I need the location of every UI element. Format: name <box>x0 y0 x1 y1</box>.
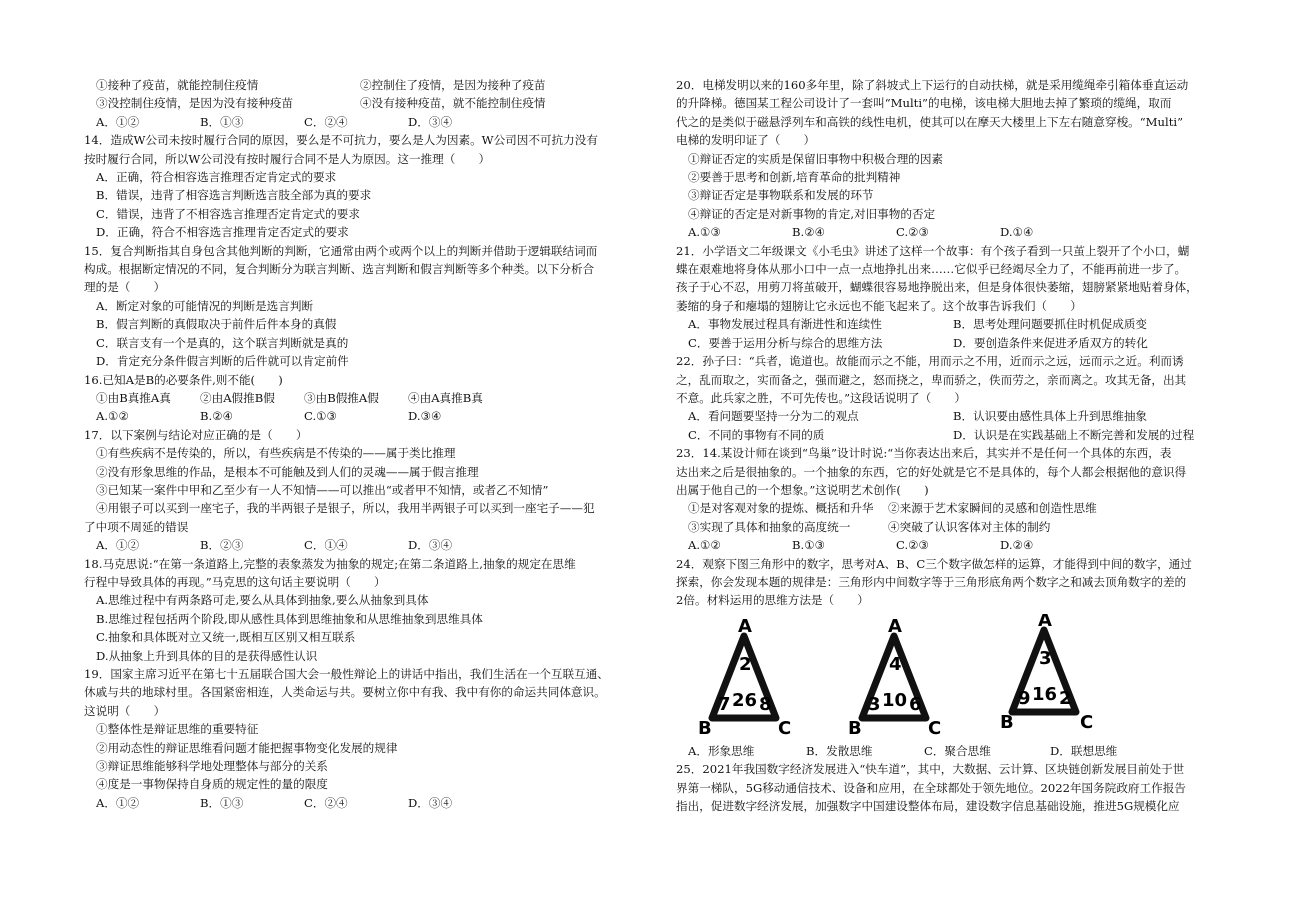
q17-choice-c: C．①④ <box>304 538 348 553</box>
q18-option-a: A.思维过程中有两条路可走,要么从具体到抽象,要么从抽象到具体 <box>96 593 429 608</box>
triangle-3-label-b: B <box>1000 711 1014 733</box>
q16-choice-d: D.③④ <box>408 409 442 424</box>
q17-choices <box>84 536 624 554</box>
triangle-2-top-number: 4 <box>889 653 902 675</box>
q22-option-c: C．不同的事物有不同的质 <box>688 427 825 442</box>
q24-choice-b: B．发散思维 <box>806 743 873 758</box>
triangle-3-center-number: 16 <box>1032 683 1058 705</box>
q19-choices <box>84 794 624 812</box>
q17-option-1: ①有些疾病不是传染的，所以，有些疾病是不传染的——属于类比推理 <box>96 446 456 461</box>
q19-option-1: ①整体性是辩证思维的重要特征 <box>96 722 259 737</box>
q16-option-4: ④由A真推B真 <box>408 390 483 405</box>
q24-stem-line1: 24．观察下图三角形中的数字，思考对A、B、C三个数字做怎样的运算，才能得到中间的数字，通过 <box>676 556 1192 571</box>
q21-option-b: B．思考处理问题要抓住时机促成质变 <box>953 317 1148 332</box>
q24-choices <box>676 742 1218 760</box>
q23-choices <box>676 536 1218 554</box>
q19-stem-line3: 这说明（ ） <box>84 703 166 718</box>
q25-stem-line3: 指出，促进数字经济发展，加强数字中国建设整体布局，建设数字信息基础设施，推进5G规模化应 <box>676 799 1180 813</box>
q16-option-1: ①由B真推A真 <box>96 390 171 405</box>
triangle-2-right-number: 6 <box>909 693 922 715</box>
triangle-1-label-b: B <box>698 717 712 738</box>
triangle-3-label-a: A <box>1038 613 1052 631</box>
q21-option-c: C．要善于运用分析与综合的思维方法 <box>688 335 883 350</box>
q13-option-2: ②控制住了疫情，是因为接种了疫苗 <box>360 78 546 92</box>
q20-stem-line1: 20．电梯发明以来的160多年里，除了斜坡式上下运行的自动扶梯，就是采用缆绳牵引箱体垂直运动 <box>676 78 1189 92</box>
triangle-2-center-number: 10 <box>882 689 908 711</box>
q21-option-d: D．要创造条件来促进矛盾双方的转化 <box>953 335 1148 350</box>
q14-option-a: A．正确，符合相容选言推理否定肯定式的要求 <box>96 170 337 185</box>
q13-choice-d: D．③④ <box>408 114 453 129</box>
q14-option-c: C．错误，违背了不相容选言推理否定肯定式的要求 <box>96 206 360 221</box>
triangle-1-label-c: C <box>778 717 792 738</box>
q17-option-2: ②没有形象思维的作品，是根本不可能触及到人们的灵魂——属于假言推理 <box>96 464 479 479</box>
q21-stem-line2: 蝶在艰难地将身体从那小口中一点一点地挣扎出来……它似乎已经竭尽全力了，不能再前进一步了。 <box>676 262 1187 277</box>
q14-option-b: B．错误，违背了相容选言判断选言肢全部为真的要求 <box>96 188 372 203</box>
q20-option-4: ④辩证的否定是对新事物的肯定,对旧事物的否定 <box>688 206 936 221</box>
q23-option-4: ④突破了认识客体对主体的制约 <box>888 519 1051 534</box>
q15-stem-line3: 理的是（ ） <box>84 280 166 295</box>
q16-stem: 16.已知A是B的必要条件,则不能( ) <box>84 372 283 387</box>
q23-options-row2 <box>676 518 1218 536</box>
q23-option-3: ③实现了具体和抽象的高度统一 <box>688 519 851 534</box>
q21-stem-line1: 21．小学语文二年级课文《小毛虫》讲述了这样一个故事：有个孩子看到一只茧上裂开了个小口，蝴 <box>676 243 1190 258</box>
q13-options-row1 <box>84 76 624 94</box>
q23-stem-line3: 出属于他自己的一个想象。”这说明艺术创作( ) <box>676 482 929 497</box>
q22-stem-line2: 之，乱而取之，实而备之，强而避之，怒而挠之，卑而骄之，佚而劳之，亲而离之。攻其无备，出其 <box>676 372 1187 387</box>
left-column <box>84 76 624 812</box>
q23-choice-a: A.①② <box>688 538 721 553</box>
q15-option-b: B．假言判断的真假取决于前件后件本身的真假 <box>96 317 337 332</box>
triangle-1 <box>698 616 791 738</box>
q21-stem-line3: 孩子于心不忍，用剪刀将茧破开，蝴蝶很容易地挣脱出来，但是身体很快萎缩，翅膀紧紧地贴着身体， <box>676 280 1198 295</box>
q23-stem-line1: 23．14.某设计师在谈到“鸟巢”设计时说:“当你表达出来后，其实并不是任何一个具体的东西，表 <box>676 446 1172 461</box>
q15-stem-line2: 构成。根据断定情况的不同，复合判断分为联言判断、选言判断和假言判断等多个种类。以下分析合 <box>84 262 595 277</box>
q13-choice-a: A．①② <box>96 114 140 129</box>
q23-stem-line2: 达出来之后是很抽象的。一个抽象的东西，它的好处就是它不是具体的，每个人都会根据他的意识得 <box>676 464 1187 479</box>
triangle-figure <box>676 614 1216 738</box>
q18-stem-line1: 18.马克思说:“在第一条道路上,完整的表象蒸发为抽象的规定;在第二条道路上,抽象的规定在思维 <box>84 556 576 571</box>
q17-choice-d: D．③④ <box>408 538 453 553</box>
q20-choice-a: A.①③ <box>688 225 721 240</box>
q20-option-2: ②要善于思考和创新,培育革命的批判精神 <box>688 170 901 185</box>
q19-stem-line2: 休戚与共的地球村里。各国紧密相连，人类命运与共。要树立你中有我、我中有你的命运共同体意识。 <box>84 685 606 700</box>
q14-stem-line2: 按时履行合同，所以W公司没有按时履行合同不是人为原因。这一推理（ ） <box>84 151 491 166</box>
q13-choices <box>84 113 624 131</box>
q13-option-1: ①接种了疫苗，就能控制住疫情 <box>96 78 259 92</box>
q24-choice-d: D．联想思维 <box>1050 743 1118 758</box>
q17-option-4-line2: 了中项不周延的错误 <box>84 519 189 534</box>
triangle-1-top-number: 2 <box>739 653 752 675</box>
triangle-2-label-a: A <box>888 615 902 637</box>
q16-choice-a: A.①② <box>96 409 129 424</box>
q20-choice-c: C.②③ <box>896 225 929 240</box>
q16-choice-b: B.②④ <box>200 409 233 424</box>
q16-options <box>84 389 624 407</box>
q18-stem-line2: 行程中导致具体的再现。”马克思的这句话主要说明（ ） <box>84 574 386 589</box>
q14-option-d: D．正确，符合不相容选言推理肯定否定式的要求 <box>96 225 349 240</box>
q19-stem-line1: 19．国家主席习近平在第七十五届联合国大会一般性辩论上的讲话中指出，我们生活在一个互联互通、 <box>84 667 609 681</box>
triangle-3 <box>1000 614 1093 733</box>
triangle-2-label-c: C <box>928 717 942 738</box>
q15-option-d: D．肯定充分条件假言判断的后件就可以肯定前件 <box>96 354 349 369</box>
q25-stem-line1: 25．2021年我国数字经济发展进入“快车道”，其中，大数据、云计算、区块链创新发展目前处于世 <box>676 762 1185 777</box>
q20-choice-b: B.②④ <box>792 225 825 240</box>
q19-option-2: ②用动态性的辩证思维看问题才能把握事物变化发展的规律 <box>96 740 398 755</box>
q21-options-row1 <box>676 315 1218 333</box>
q20-choices <box>676 223 1218 241</box>
q23-option-2: ②来源于艺术家瞬间的灵感和创造性思维 <box>888 501 1097 516</box>
q13-choice-c: C．②④ <box>304 114 348 129</box>
q21-option-a: A．事物发展过程具有渐进性和连续性 <box>688 317 882 332</box>
triangle-1-center-number: 26 <box>732 689 758 711</box>
q17-option-4-line1: ④用银子可以买到一座宅子，我的半两银子是银子，所以，我用半两银子可以买到一座宅子——犯 <box>96 501 595 516</box>
q25-stem-line2: 界第一梯队，5G移动通信技术、设备和应用，在全球都处于领先地位。2022年国务院政府工作报告 <box>676 780 1186 795</box>
q20-choice-d: D.①④ <box>1000 225 1034 240</box>
q23-choice-c: C.②③ <box>896 538 929 553</box>
q16-choices <box>84 407 624 425</box>
q17-stem: 17．以下案例与结论对应正确的是（ ） <box>84 427 308 442</box>
q16-choice-c: C.①③ <box>304 409 337 424</box>
q24-choice-c: C．聚合思维 <box>924 743 991 758</box>
q20-option-3: ③辩证否定是事物联系和发展的环节 <box>688 188 874 203</box>
q19-choice-b: B．①③ <box>200 795 244 810</box>
q20-option-1: ①辩证否定的实质是保留旧事物中积极合理的因素 <box>688 151 944 166</box>
q24-triangle-figures <box>676 614 1218 738</box>
q13-option-4: ④没有接种疫苗，就不能控制住疫情 <box>360 96 546 111</box>
q17-option-3: ③已知某一案件中甲和乙至少有一人不知情——可以推出“或者甲不知情，或者乙不知情” <box>96 482 549 497</box>
triangle-3-label-c: C <box>1080 711 1094 733</box>
triangle-2-left-number: 3 <box>868 693 881 715</box>
q24-stem-line2: 探索，你会发现本题的规律是：三角形内中间数字等于三角形底角两个数字之和减去顶角数字的差的 <box>676 574 1187 589</box>
triangle-3-top-number: 3 <box>1039 647 1052 669</box>
q20-stem-line2: 的升降梯。德国某工程公司设计了一套叫“Multi”的电梯，该电梯大胆地去掉了繁琐的缆绳，取而 <box>676 96 1172 111</box>
q19-option-4: ④度是一事物保持自身质的规定性的量的限度 <box>96 777 328 792</box>
q20-stem-line3: 代之的是类似于磁悬浮列车和高铁的线性电机，使其可以在摩天大楼里上下左右随意穿梭。“Multi” <box>676 114 1184 129</box>
q15-option-a: A．断定对象的可能情况的判断是选言判断 <box>96 298 314 313</box>
triangle-2-label-b: B <box>848 717 862 738</box>
triangle-2 <box>848 616 941 738</box>
q18-option-c: C.抽象和具体既对立又统一,既相互区别又相互联系 <box>96 630 356 645</box>
q22-option-d: D．认识是在实践基础上不断完善和发展的过程 <box>953 427 1195 442</box>
q23-choice-d: D.②④ <box>1000 538 1034 553</box>
q24-stem-line3: 2倍。材料运用的思维方法是（ ） <box>676 593 869 608</box>
q22-options-row1 <box>676 407 1218 425</box>
q21-options-row2 <box>676 334 1218 352</box>
triangle-1-left-number: 7 <box>718 693 731 715</box>
q23-choice-b: B.①③ <box>792 538 825 553</box>
q16-option-2: ②由A假推B假 <box>200 390 275 405</box>
q22-stem-line3: 不意。此兵家之胜，不可先传也。”这段话说明了（ ） <box>676 390 966 405</box>
q22-option-b: B．认识要由感性具体上升到思维抽象 <box>953 409 1148 424</box>
q23-options-row1 <box>676 499 1218 517</box>
q22-options-row2 <box>676 426 1218 444</box>
q17-choice-a: A．①② <box>96 538 140 553</box>
q22-stem-line1: 22．孙子曰：“兵者，诡道也。故能而示之不能，用而示之不用，近而示之远，远而示之近。利而诱 <box>676 354 1184 369</box>
q13-options-row2 <box>84 94 624 112</box>
q19-option-3: ③辩证思维能够科学地处理整体与部分的关系 <box>96 759 328 774</box>
triangle-3-right-number: 2 <box>1059 687 1072 709</box>
q23-option-1: ①是对客观对象的提炼、概括和升华 <box>688 501 874 516</box>
triangle-3-left-number: 9 <box>1018 687 1031 709</box>
triangle-1-right-number: 8 <box>759 693 772 715</box>
q20-stem-line4: 电梯的发明印证了（ ） <box>676 133 816 148</box>
q15-stem-line1: 15．复合判断指其自身包含其他判断的判断，它通常由两个或两个以上的判断并借助于逻辑联结词而 <box>84 243 598 258</box>
q16-option-3: ③由B假推A假 <box>304 390 379 405</box>
q14-stem-line1: 14．造成W公司未按时履行合同的原因，要么是不可抗力，要么是人为因素。W公司因不可抗力没有 <box>84 133 598 148</box>
q17-choice-b: B．②③ <box>200 538 244 553</box>
q22-option-a: A．看问题要坚持一分为二的观点 <box>688 409 859 424</box>
q13-choice-b: B．①③ <box>200 114 244 129</box>
q15-option-c: C．联言支有一个是真的，这个联言判断就是真的 <box>96 335 349 350</box>
q21-stem-line4: 萎缩的身子和瘪塌的翅膀让它永远也不能飞起来了。这个故事告诉我们（ ） <box>676 298 1082 313</box>
right-column <box>676 76 1218 815</box>
q24-choice-a: A．形象思维 <box>688 743 755 758</box>
q19-choice-a: A．①② <box>96 795 140 810</box>
q18-option-b: B.思维过程包括两个阶段,即从感性具体到思维抽象和从思维抽象到思维具体 <box>96 611 483 626</box>
q19-choice-d: D．③④ <box>408 795 453 810</box>
triangle-1-label-a: A <box>738 615 752 637</box>
q13-option-3: ③没控制住疫情，是因为没有接种疫苗 <box>96 96 294 111</box>
q19-choice-c: C．②④ <box>304 795 348 810</box>
q18-option-d: D.从抽象上升到具体的目的是获得感性认识 <box>96 648 318 663</box>
